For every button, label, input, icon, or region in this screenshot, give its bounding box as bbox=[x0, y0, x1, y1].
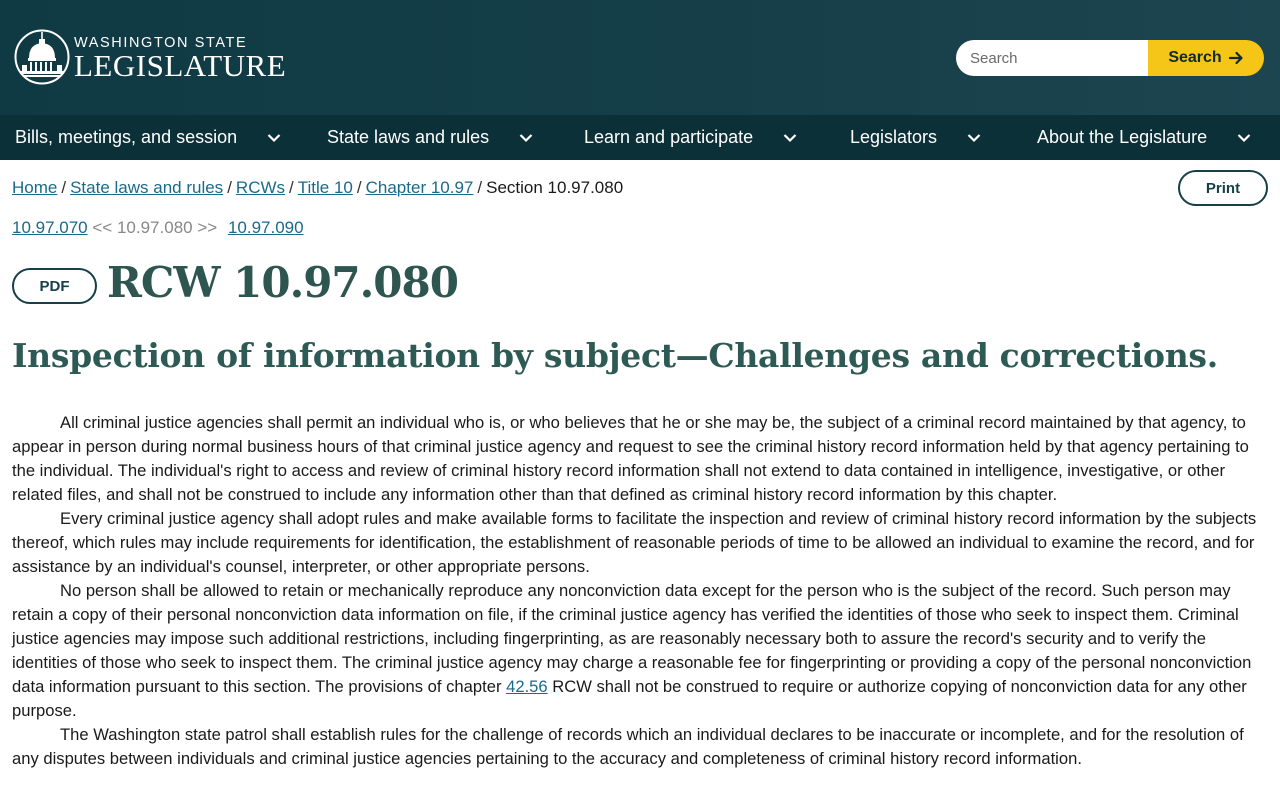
logo-subtitle: WASHINGTON STATE bbox=[74, 35, 248, 51]
breadcrumb-title[interactable]: Title 10 bbox=[297, 178, 353, 197]
breadcrumb-chapter[interactable]: Chapter 10.97 bbox=[365, 178, 474, 197]
nav-item-label: About the Legislature bbox=[1037, 127, 1208, 147]
chevron-down-icon bbox=[267, 133, 281, 143]
nav-item-label: Legislators bbox=[850, 127, 938, 147]
breadcrumb-separator: / bbox=[227, 178, 232, 197]
paragraph-text: RCW shall not be construed to require or authorize copying of nonconviction data for any other purpose. bbox=[12, 677, 1247, 720]
rcw-title: RCW 10.97.080 bbox=[107, 258, 458, 307]
breadcrumb-separator: / bbox=[61, 178, 67, 197]
nav-item-legislators[interactable] bbox=[850, 115, 981, 160]
search-form bbox=[956, 40, 1264, 76]
site-logo[interactable] bbox=[14, 28, 286, 86]
search-button[interactable] bbox=[1148, 40, 1264, 76]
breadcrumb-separator: / bbox=[356, 178, 362, 197]
nav-item-laws[interactable] bbox=[327, 115, 533, 160]
statute-paragraph: Every criminal justice agency shall adopt rules and make available forms to facilitate the inspection and review of criminal history record information by the subjects thereof, which rules may include requirements for identification, the establishment of reasonable periods of time to be allowed an individual to examine the record, and for assistance by an individual's counsel, interpreter, or other appropriate persons. bbox=[12, 509, 1257, 576]
search-button-label: Search bbox=[1168, 49, 1222, 66]
breadcrumb-current: Section 10.97.080 bbox=[486, 178, 624, 197]
arrow-right-icon bbox=[1228, 50, 1244, 66]
breadcrumb-separator: / bbox=[477, 178, 483, 197]
paragraph-text: No person shall be allowed to retain or mechanically reproduce any nonconviction data except for the person who is the subject of the record. Such person may retain a copy of their personal nonconviction data information on file, if the criminal justice agency has verified the identities of those who seek to inspect them. Criminal justice agencies may impose such additional restrictions, including fingerprinting, as are reasonably necessary both to assure the record's security and to verify the identities of those who seek to inspect them. The criminal justice agency may charge a reasonable fee for fingerprinting or providing a copy of the personal nonconviction data information pursuant to this section. The provisions of chapter bbox=[12, 581, 1252, 696]
site-header bbox=[0, 0, 1280, 115]
section-sequence bbox=[12, 218, 304, 238]
nav-item-about[interactable] bbox=[1037, 115, 1251, 160]
nav-item-label: Learn and participate bbox=[584, 127, 754, 147]
prev-section-link[interactable]: 10.97.070 bbox=[12, 218, 88, 237]
print-button[interactable]: Print bbox=[1178, 170, 1268, 206]
nav-item-label: Bills, meetings, and session bbox=[15, 127, 238, 147]
capitol-dome-icon bbox=[14, 28, 70, 86]
statute-paragraph: The Washington state patrol shall establish rules for the challenge of records which an individual declares to be inaccurate or incomplete, and for the resolution of any disputes between individuals and criminal justice agencies pertaining to the accuracy and completeness of criminal history record information. bbox=[12, 725, 1244, 768]
breadcrumb bbox=[12, 178, 623, 198]
chevron-down-icon bbox=[1237, 133, 1251, 143]
nav-item-bills[interactable] bbox=[15, 115, 281, 160]
statute-paragraph: All criminal justice agencies shall permit an individual who is, or who believes that he or she may be, the subject of a criminal record maintained by that agency, to appear in person during normal business hours of that criminal justice agency and request to see the criminal history record information held by that agency pertaining to the individual. The individual's right to access and review of criminal history record information shall not extend to data contained in intelligence, investigative, or other related files, and shall not be construed to include any information other than that defined as criminal history record information by this chapter. bbox=[12, 413, 1249, 504]
search-input[interactable] bbox=[956, 40, 1148, 76]
nav-item-learn[interactable] bbox=[584, 115, 797, 160]
breadcrumb-separator: / bbox=[289, 178, 294, 197]
chevron-down-icon bbox=[783, 133, 797, 143]
chevron-down-icon bbox=[519, 133, 533, 143]
next-arrows: >> bbox=[197, 218, 218, 237]
nav-item-label: State laws and rules bbox=[327, 127, 490, 147]
main-nav bbox=[0, 115, 1280, 160]
statute-paragraph bbox=[12, 579, 1264, 723]
section-title: Inspection of information by subject—Challenges and corrections. bbox=[12, 336, 1218, 375]
logo-title: LEGISLATURE bbox=[74, 48, 287, 83]
prev-arrows: << bbox=[92, 218, 113, 237]
breadcrumb-rcws[interactable]: RCWs bbox=[235, 178, 286, 197]
breadcrumb-laws[interactable]: State laws and rules bbox=[70, 178, 224, 197]
chevron-down-icon bbox=[967, 133, 981, 143]
current-section: 10.97.080 bbox=[116, 218, 193, 237]
statute-text bbox=[12, 411, 1264, 771]
pdf-button[interactable]: PDF bbox=[12, 268, 97, 304]
next-section-link[interactable]: 10.97.090 bbox=[227, 218, 304, 237]
breadcrumb-home[interactable]: Home bbox=[12, 178, 58, 197]
chapter-link[interactable]: 42.56 bbox=[506, 677, 548, 696]
